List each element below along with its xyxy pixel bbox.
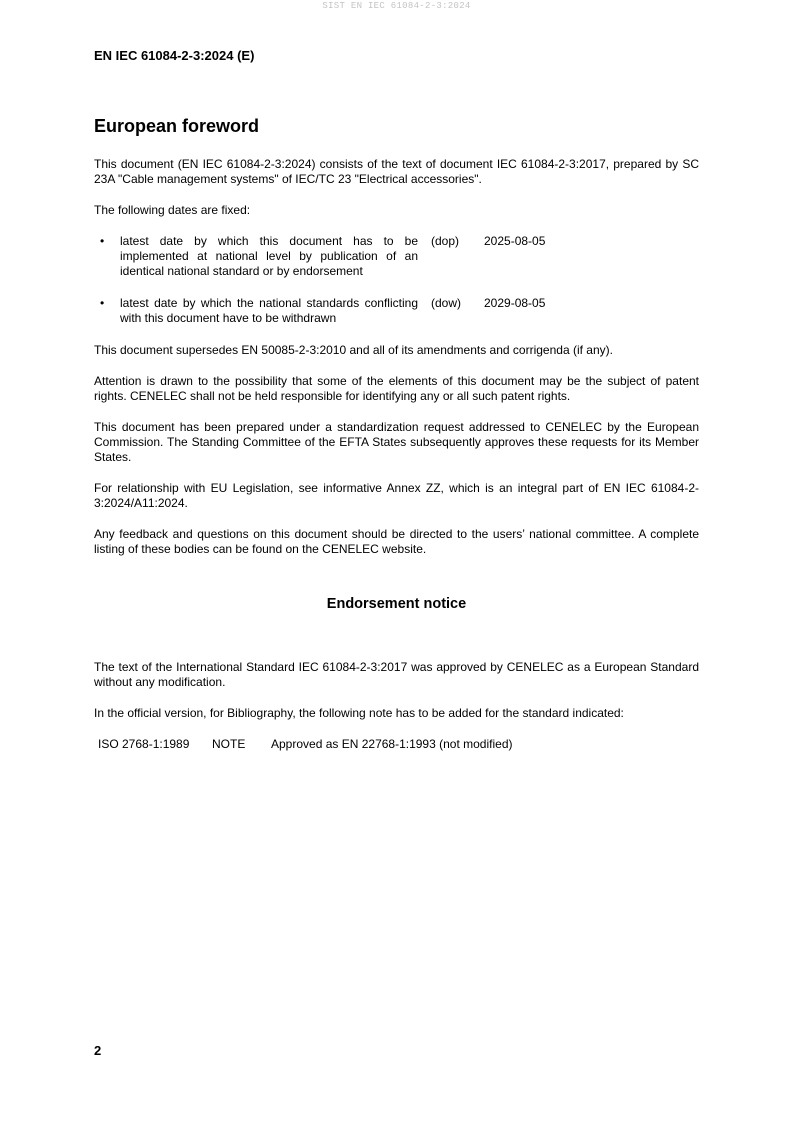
date-abbreviation: (dop): [431, 234, 460, 248]
document-body: [94, 157, 699, 752]
bibliography-note-text: Approved as EN 22768-1:1993 (not modified): [271, 737, 513, 751]
supersedes-paragraph: This document supersedes EN 50085-2-3:2010 and all of its amendments and corrigenda (if any).: [94, 343, 613, 357]
watermark: SIST EN IEC 61084-2-3:2024: [322, 1, 471, 11]
date-row-dow: [94, 296, 699, 326]
date-description: latest date by which this document has to be implemented at national level by publication of an identical national standard or by endorsement: [120, 234, 418, 278]
patent-notice-paragraph: Attention is drawn to the possibility that some of the elements of this document may be the subject of patent rights. CENELEC shall not be held responsible for identifying any or all such patent rights.: [94, 374, 699, 403]
bullet-marker: •: [100, 234, 105, 248]
bibliography-intro: In the official version, for Bibliography, the following note has to be added for the standard indicated:: [94, 706, 624, 720]
eu-legislation-paragraph: For relationship with EU Legislation, see informative Annex ZZ, which is an integral part of EN IEC 61084-2-3:2024/A11:2024.: [94, 481, 699, 510]
date-value: 2029-08-05: [484, 296, 546, 310]
dates-intro: The following dates are fixed:: [94, 203, 251, 217]
foreword-title: European foreword: [94, 116, 260, 136]
page-number: 2: [94, 1043, 102, 1058]
date-value: 2025-08-05: [484, 234, 546, 248]
date-description: latest date by which the national standards conflicting with this document have to be withdrawn: [120, 296, 418, 325]
bibliography-reference: ISO 2768-1:1989: [98, 737, 190, 751]
bibliography-entry: [94, 737, 699, 752]
standardization-request-paragraph: This document has been prepared under a standardization request addressed to CENELEC by the European Commission. The Standing Committee of the EFTA States subsequently approves these requests for its Member States.: [94, 420, 699, 464]
endorsement-text: The text of the International Standard IEC 61084-2-3:2017 was approved by CENELEC as a European Standard without any modification.: [94, 660, 699, 689]
foreword-intro: This document (EN IEC 61084-2-3:2024) consists of the text of document IEC 61084-2-3:2017, prepared by SC 23A "Cable management systems" of IEC/TC 23 "Electrical accessories".: [94, 157, 699, 186]
bullet-marker: •: [100, 296, 105, 310]
endorsement-title: Endorsement notice: [326, 596, 467, 612]
date-row-dop: [94, 234, 699, 279]
date-abbreviation: (dow): [431, 296, 462, 310]
bibliography-note-label: NOTE: [212, 737, 246, 751]
document-id-header: EN IEC 61084-2-3:2024 (E): [94, 48, 255, 63]
feedback-paragraph: Any feedback and questions on this document should be directed to the users’ national committee. A complete listing of these bodies can be found on the CENELEC website.: [94, 527, 699, 556]
